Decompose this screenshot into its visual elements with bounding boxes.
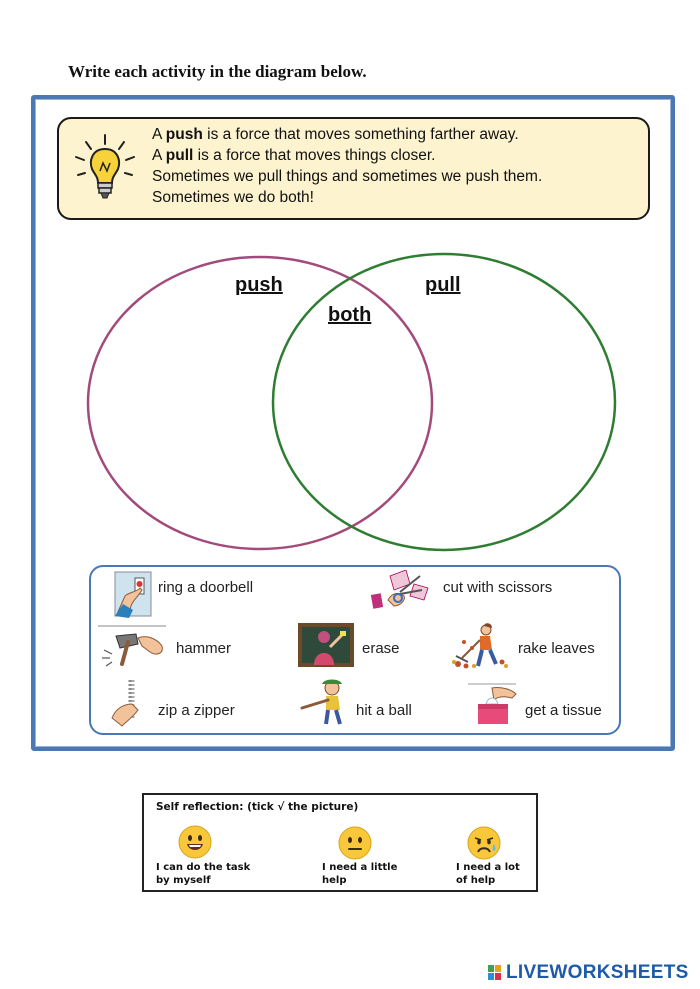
- doorbell-icon: [113, 570, 153, 618]
- instruction-heading: Write each activity in the diagram below.: [68, 62, 367, 81]
- info-line-3: Sometimes we pull things and sometimes we push them.: [152, 168, 543, 185]
- info-line-1: A push is a force that moves something farther away.: [152, 126, 519, 143]
- tissue-icon: [468, 682, 520, 728]
- happy-face-icon[interactable]: [178, 825, 212, 859]
- option-little-help-label: I need a little help: [322, 862, 398, 886]
- activity-get-tissue[interactable]: get a tissue: [525, 702, 602, 719]
- scissors-icon: [370, 570, 436, 614]
- info-line-2: A pull is a force that moves things closer.: [152, 147, 436, 164]
- push-word: push: [165, 126, 203, 143]
- activity-erase[interactable]: erase: [362, 640, 400, 657]
- option-by-myself-label: I can do the task by myself: [156, 862, 251, 886]
- pull-circle[interactable]: [273, 254, 615, 550]
- liveworksheets-logo-icon: [488, 965, 502, 981]
- sad-face-icon[interactable]: [467, 826, 501, 860]
- activity-ring-doorbell[interactable]: ring a doorbell: [158, 579, 254, 596]
- info-text: [152, 124, 542, 208]
- hammer-icon: [96, 624, 172, 670]
- zipper-icon: [108, 678, 154, 728]
- option-lot-of-help-label: I need a lot of help: [456, 862, 520, 886]
- activity-hit-ball[interactable]: hit a ball: [356, 702, 412, 719]
- pull-label: pull: [425, 274, 461, 296]
- eraser-icon: [296, 621, 356, 669]
- activity-zip-zipper[interactable]: zip a zipper: [158, 702, 235, 719]
- neutral-face-icon[interactable]: [338, 826, 372, 860]
- bat-icon: [300, 678, 354, 728]
- self-reflection-title: Self reflection: (tick √ the picture): [156, 801, 359, 813]
- activity-cut-scissors[interactable]: cut with scissors: [443, 579, 553, 596]
- liveworksheets-brand[interactable]: LIVEWORKSHEETS: [506, 962, 689, 983]
- push-label: push: [235, 274, 283, 296]
- lightbulb-icon: [72, 133, 138, 203]
- rake-icon: [450, 622, 514, 670]
- activity-rake-leaves[interactable]: rake leaves: [518, 640, 595, 657]
- activity-hammer[interactable]: hammer: [176, 640, 232, 657]
- info-line-4: Sometimes we do both!: [152, 189, 314, 206]
- both-label: both: [328, 304, 372, 326]
- pull-word: pull: [165, 147, 194, 164]
- push-circle[interactable]: [88, 257, 432, 549]
- venn-diagram: [80, 250, 625, 555]
